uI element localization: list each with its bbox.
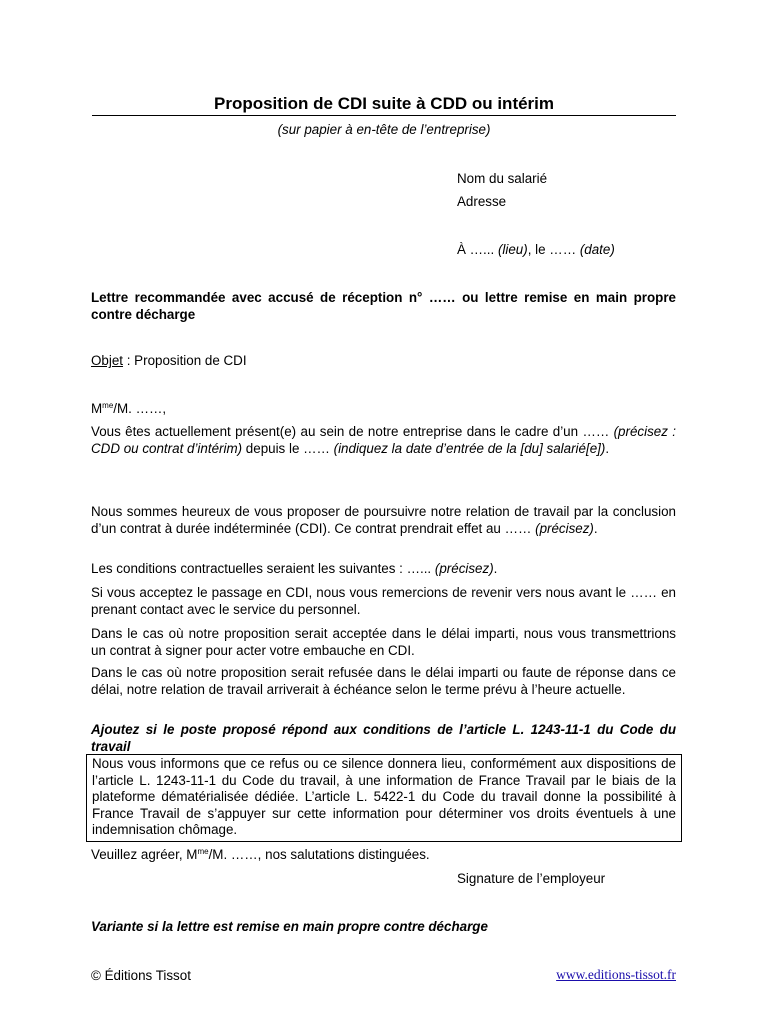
closing-text-a: Veuillez agréer, M [91,847,198,862]
salutation-sup: me [102,401,114,410]
place-prefix: À …... [457,242,495,257]
document-subtitle: (sur papier à en-tête de l’entreprise) [277,122,491,137]
closing-sup: me [197,847,209,856]
recipient-address: Adresse [457,194,507,209]
p1-text-c: depuis le …… [242,440,334,456]
recipient-name: Nom du salarié [457,171,548,186]
p3-text-a: Les conditions contractuelles seraient les suivantes : …... [91,561,435,576]
subject-line [91,353,676,370]
paragraph-3 [91,561,676,578]
document-title: Proposition de CDI suite à CDD ou intérim [92,93,676,116]
date-label: (date) [579,242,615,257]
closing-line [91,847,676,864]
p3-text-b: (précisez) [434,561,494,576]
paragraph-4: Si vous acceptez le passage en CDI, nous vous remercions de revenir vers nous avant le …… en prenant contact avec le service du personnel. [91,585,676,617]
subject-text: : Proposition de CDI [123,353,247,368]
paragraph-2 [91,504,676,537]
registered-mail-line: Lettre recommandée avec accusé de réception n° …… ou lettre remise en main propre contre décharge [91,290,676,322]
footer-copyright: © Éditions Tissot [91,968,191,983]
paragraph-5: Dans le cas où notre proposition serait acceptée dans le délai imparti, nous vous transmettrions un contrat à signer pour acter votre embauche en CDI. [91,626,676,658]
paragraph-1 [91,424,676,457]
p2-text-b: (précisez) [535,520,594,536]
signature-label: Signature de l’employeur [457,871,606,886]
p2-text-a: Nous sommes heureux de vous proposer de poursuivre notre relation de travail par la conclusion d’un contrat à durée indéterminée (CDI). Ce contrat prendrait effet au …… [91,504,676,536]
p2-text-c: . [593,520,598,536]
p3-text-c: . [493,561,498,576]
boxed-paragraph: Nous vous informons que ce refus ou ce silence donnera lieu, conformément aux dispositions de l’article L. 1243-11-1 du Code du travail, à une information de France Travail par le biais de la plateforme dématérialisée dédiée. L’article L. 5422-1 du Code du travail donne la possibilité à France Travail de s’appuyer sur cette information pour déterminer vos droits éventuels à une indemnisation chômage. [86,754,682,842]
p1-text-e: . [605,440,610,456]
place-label: (lieu) [497,242,528,257]
closing-text-b: /M. ……, nos salutations distinguées. [208,847,430,862]
place-date-line [457,242,615,259]
variant-note: Variante si la lettre est remise en main propre contre décharge [91,919,488,934]
salutation-m: M [91,401,103,416]
p1-text-d: (indiquez la date d’entrée de la [du] salarié[e]) [333,440,606,456]
p1-text-b: (précisez : CDD ou contrat d’intérim) [91,424,676,456]
p1-text-a: Vous êtes actuellement présent(e) au sein de notre entreprise dans le cadre d’un …… [91,424,614,439]
subject-label: Objet [91,353,124,368]
salutation-rest: /M. ……, [113,401,167,416]
salutation [91,401,676,418]
article-note: Ajoutez si le poste proposé répond aux conditions de l’article L. 1243-11-1 du Code du travail [91,722,676,754]
date-mid: , le …… [527,242,577,257]
paragraph-6: Dans le cas où notre proposition serait refusée dans le délai imparti ou faute de réponse dans ce délai, notre relation de travail arriverait à échéance selon le terme prévu à l’heure actuelle. [91,665,676,697]
footer-website-link[interactable]: www.editions-tissot.fr [556,967,676,982]
